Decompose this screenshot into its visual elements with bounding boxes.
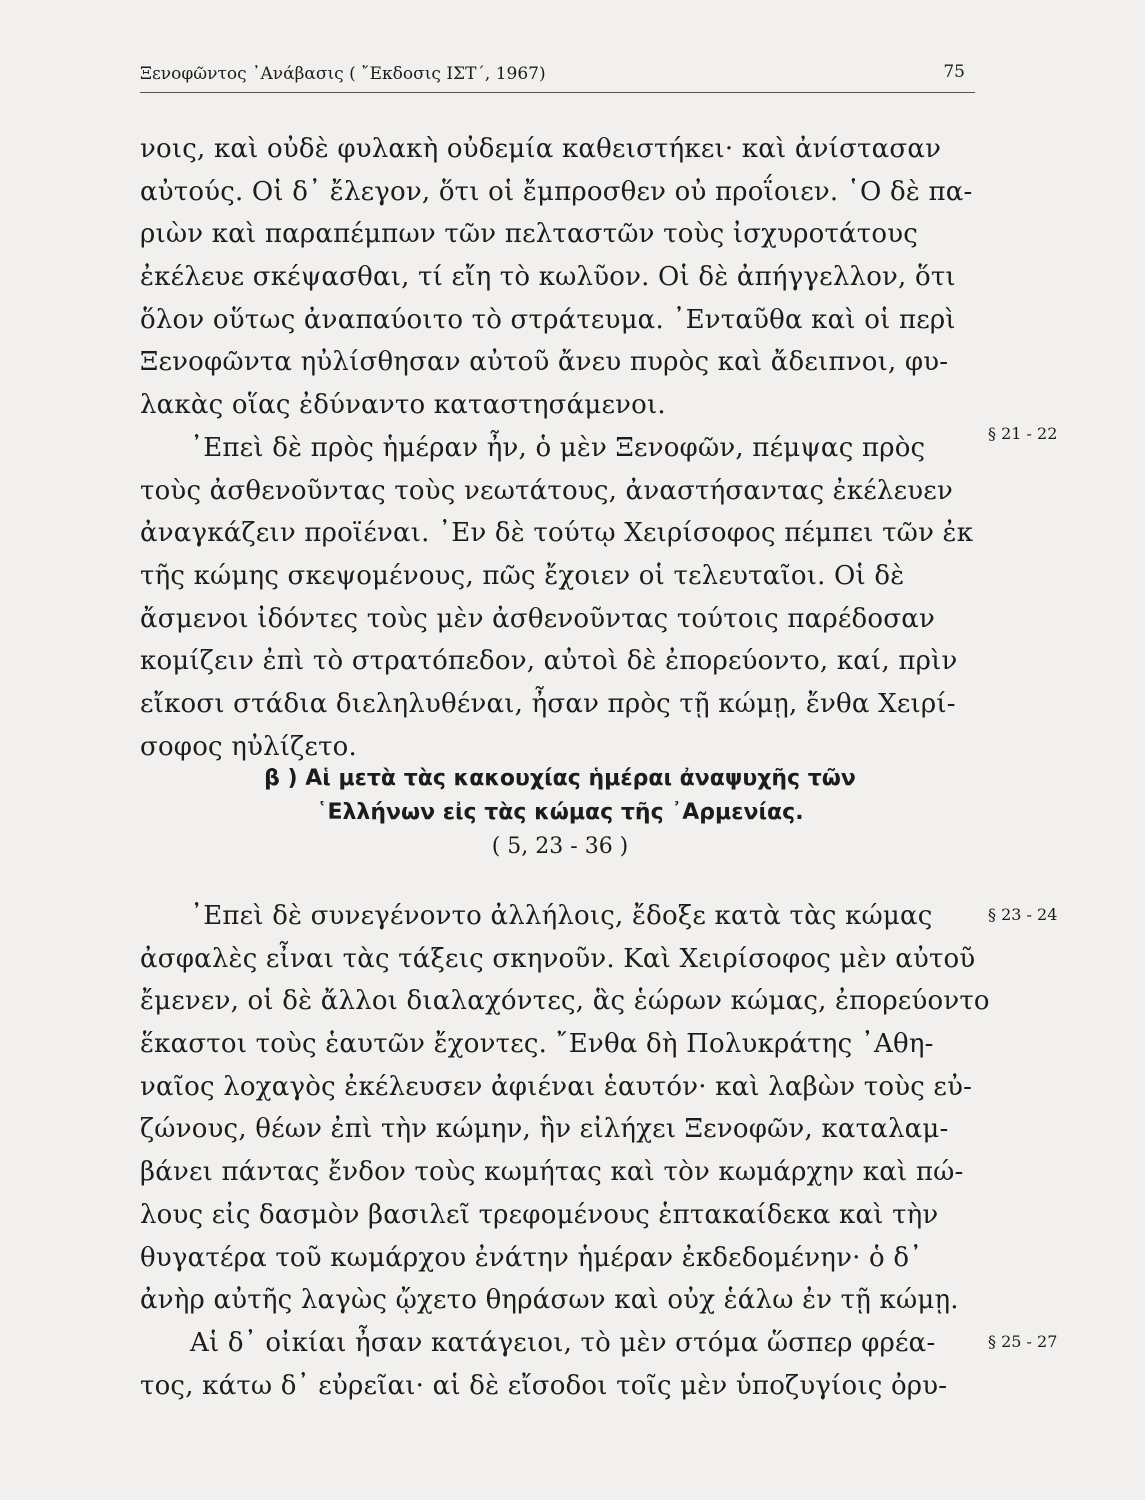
text-line: ὅλον οὕτως ἀναπαύοιτο τὸ στράτευμα. ᾿Ενταῦθα καὶ οἱ περὶ: [140, 304, 956, 335]
text-line: ἄσμενοι ἰδόντες τοὺς μὲν ἀσθενοῦντας τούτοις παρέδοσαν: [140, 603, 935, 634]
section-title-line-2: ῾Ελλήνων εἰς τὰς κώμας τῆς ᾿Αρμενίας.: [316, 800, 804, 825]
text-line: ζώνους, θέων ἐπὶ τὴν κώμην, ἣν εἰλήχει Ξενοφῶν, καταλαμ-: [140, 1114, 949, 1145]
text-line: ἀσφαλὲς εἶναι τὰς τάξεις σκηνοῦν. Καὶ Χειρίσοφος μὲν αὐτοῦ: [140, 943, 976, 974]
page-number: 75: [943, 62, 965, 82]
text-line: λακὰς οἵας ἐδύναντο καταστησάμενοι.: [140, 390, 666, 421]
header-title: Ξενοφῶντος ᾿Ανάβασις ( ῎Εκδοσις ΙΣΤ΄, 1967): [140, 64, 546, 84]
text-line: ἀναγκάζειν προϊέναι. ᾿Εν δὲ τούτῳ Χειρίσοφος πέμπει τῶν ἐκ: [140, 518, 974, 549]
text-line: ᾿Επεὶ δὲ συνεγένοντο ἀλλήλοις, ἔδοξε κατὰ τὰς κώμας: [190, 901, 933, 931]
margin-reference: § 25 - 27: [988, 1332, 1058, 1351]
text-line: ἕκαστοι τοὺς ἑαυτῶν ἔχοντες. ῎Ενθα δὴ Πολυκράτης ᾿Αθη-: [140, 1029, 934, 1060]
text-line: εἴκοσι στάδια διεληλυθέναι, ἦσαν πρὸς τῇ κώμῃ, ἔνθα Χειρί-: [140, 688, 956, 719]
margin-reference: § 21 - 22: [988, 424, 1058, 443]
text-line: σοφος ηὐλίζετο.: [140, 731, 358, 762]
text-line: αὐτούς. Οἱ δ᾿ ἔλεγον, ὅτι οἱ ἔμπροσθεν οὐ προΐοιεν. ῾Ο δὲ πα-: [140, 176, 973, 207]
text-line: τος, κάτω δ᾿ εὐρεῖαι· αἱ δὲ εἴσοδοι τοῖς μὲν ὑποζυγίοις ὀρυ-: [140, 1370, 948, 1401]
text-line: βάνει πάντας ἔνδον τοὺς κωμήτας καὶ τὸν κωμάρχην καὶ πώ-: [140, 1157, 964, 1188]
text-line: ριὼν καὶ παραπέμπων τῶν πελταστῶν τοὺς ἰσχυροτάτους: [140, 219, 919, 250]
section-reference: ( 5, 23 - 36 ): [491, 834, 629, 859]
section-heading: [140, 762, 980, 864]
text-line: Αἱ δ᾿ οἰκίαι ἦσαν κατάγειοι, τὸ μὲν στόμα ὥσπερ φρέα-: [190, 1327, 936, 1358]
text-line: ἀνὴρ αὐτῆς λαγὼς ᾤχετο θηράσων καὶ οὐχ ἑάλω ἐν τῇ κώμῃ.: [140, 1285, 959, 1316]
text-line: ναῖος λοχαγὸς ἐκέλευσεν ἀφιέναι ἑαυτόν· καὶ λαβὼν τοὺς εὐ-: [140, 1071, 973, 1102]
text-line: ἔμενεν, οἱ δὲ ἄλλοι διαλαχόντες, ἃς ἑώρων κώμας, ἐπορεύοντο: [140, 986, 990, 1017]
text-block-upper: [140, 128, 980, 768]
margin-reference: § 23 - 24: [988, 905, 1058, 924]
section-title-line-1: β ) Αἱ μετὰ τὰς κακουχίας ἡμέραι ἀναψυχῆς τῶν: [264, 766, 856, 791]
text-line: Ξενοφῶντα ηὐλίσθησαν αὐτοῦ ἄνευ πυρὸς καὶ ἄδειπνοι, φυ-: [140, 347, 949, 378]
text-line: θυγατέρα τοῦ κωμάρχου ἐνάτην ἡμέραν ἐκδεδομένην· ὁ δ᾿: [140, 1242, 923, 1273]
text-line: τοὺς ἀσθενοῦντας τοὺς νεωτάτους, ἀναστήσαντας ἐκέλευεν: [140, 475, 953, 506]
running-header: [140, 62, 975, 93]
text-line: λους εἰς δασμὸν βασιλεῖ τρεφομένους ἑπτακαίδεκα καὶ τὴν: [140, 1199, 939, 1230]
text-block-lower: [140, 895, 990, 1407]
text-line: ᾿Επεὶ δὲ πρὸς ἡμέραν ἦν, ὁ μὲν Ξενοφῶν, πέμψας πρὸς: [190, 432, 926, 463]
text-line: κομίζειν ἐπὶ τὸ στρατόπεδον, αὐτοὶ δὲ ἐπορεύοντο, καί, πρὶν: [140, 646, 958, 677]
text-line: τῆς κώμης σκεψομένους, πῶς ἔχοιεν οἱ τελευταῖοι. Οἱ δὲ: [140, 560, 905, 591]
text-line: ἐκέλευε σκέψασθαι, τί εἴη τὸ κωλῦον. Οἱ δὲ ἀπήγγελλον, ὅτι: [140, 262, 956, 293]
text-line: νοις, καὶ οὐδὲ φυλακὴ οὐδεμία καθειστήκει· καὶ ἀνίστασαν: [140, 134, 942, 164]
